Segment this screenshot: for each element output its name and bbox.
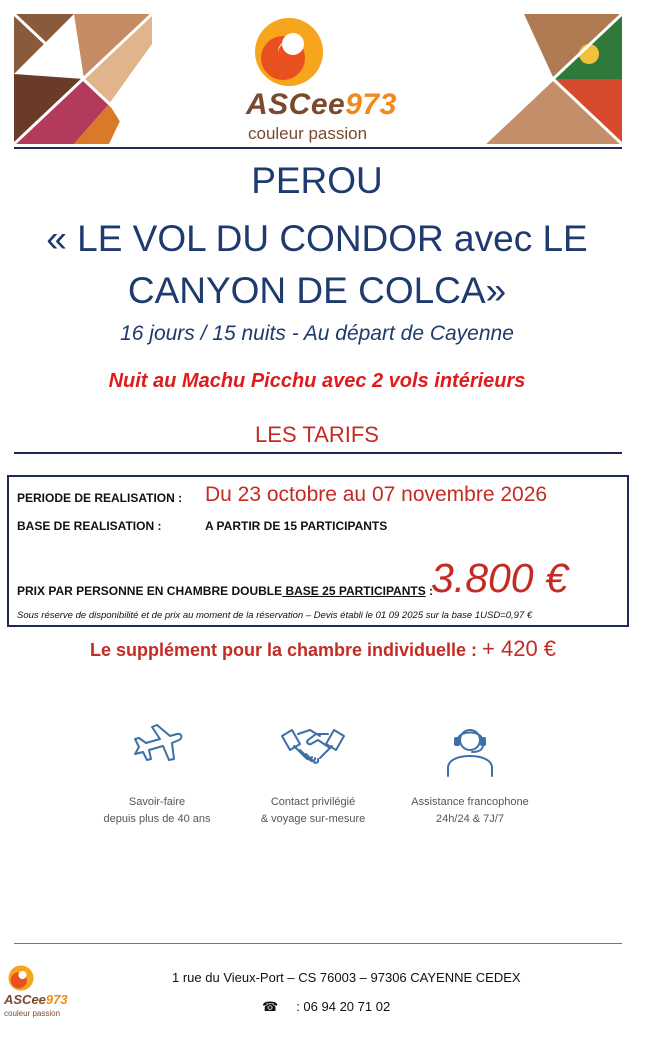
- feature-line: Contact privilégié: [270, 796, 356, 808]
- footer-divider: [14, 943, 622, 944]
- handshake-icon: [280, 722, 346, 774]
- feature-savoir-faire: [82, 722, 232, 828]
- page-title-line-1: « LE VOL DU CONDOR avec LE: [46, 218, 588, 259]
- airplane-icon: [129, 722, 185, 774]
- base-label: BASE DE REALISATION :: [17, 519, 162, 533]
- price-value: 3.800 €: [431, 555, 568, 601]
- page-title-country: PEROU: [251, 160, 383, 201]
- logo-wordmark: [246, 88, 397, 122]
- feature-line: Savoir-faire: [128, 796, 186, 808]
- price-label-room: PRIX PAR PERSONNE EN CHAMBRE DOUBLE: [17, 584, 283, 598]
- supplement-amount: + 420 €: [482, 636, 557, 661]
- feature-text: [395, 794, 545, 828]
- price-label-colon: :: [425, 584, 434, 598]
- pricing-box: [7, 475, 629, 627]
- period-value: Du 23 octobre au 07 novembre 2026: [205, 483, 548, 506]
- ascee-logo: [238, 14, 408, 146]
- feature-line: 24h/24 & 7J/7: [436, 813, 504, 825]
- feature-line: & voyage sur-mesure: [260, 813, 366, 825]
- footer-address: 1 rue du Vieux-Port – CS 76003 – 97306 CAYENNE CEDEX: [172, 970, 521, 985]
- footer-logo-wordmark: [4, 992, 68, 1007]
- header-photo-left: [14, 14, 152, 144]
- footer-logo: [4, 964, 74, 1024]
- logo-number: 973: [345, 88, 397, 121]
- headset-icon: [442, 722, 498, 778]
- footer-phone-number: : 06 94 20 71 02: [296, 999, 391, 1014]
- sun-logo-icon: [6, 964, 36, 992]
- feature-text: [238, 794, 388, 828]
- feature-assistance: [395, 722, 545, 828]
- section-heading-tarifs: LES TARIFS: [255, 422, 379, 447]
- feature-line: Assistance francophone: [411, 796, 529, 808]
- page-title-line-2: CANYON DE COLCA»: [127, 270, 507, 311]
- price-label-base: BASE 25 PARTICIPANTS: [282, 584, 426, 598]
- tarifs-divider: [14, 452, 622, 454]
- footer-logo-name: ASCee: [4, 992, 46, 1007]
- base-value: A PARTIR DE 15 PARTICIPANTS: [205, 519, 388, 533]
- footer-phone-line: [262, 999, 390, 1015]
- supplement-text: Le supplément pour la chambre individuelle :: [89, 640, 483, 660]
- logo-name-text: ASCee: [246, 88, 346, 121]
- logo-tagline: couleur passion: [248, 124, 368, 143]
- pricing-disclaimer: Sous réserve de disponibilité et de prix au moment de la réservation – Devis établi le 01 09 2025 sur la base 1USD=0,97 €: [17, 610, 533, 621]
- sun-logo-icon: [250, 14, 328, 90]
- trip-highlight: Nuit au Machu Picchu avec 2 vols intérieurs: [108, 370, 526, 392]
- footer-logo-number: 973: [45, 992, 68, 1007]
- feature-contact: [238, 722, 388, 828]
- feature-text: [82, 794, 232, 828]
- telephone-icon: ☎: [262, 999, 279, 1014]
- footer-logo-tagline: couleur passion: [4, 1009, 61, 1018]
- header-divider: [14, 147, 622, 149]
- single-room-supplement: [0, 636, 646, 662]
- header-photo-right: [484, 14, 622, 144]
- price-label: [17, 584, 433, 598]
- trip-duration: 16 jours / 15 nuits - Au départ de Cayenne: [120, 322, 514, 345]
- feature-line: depuis plus de 40 ans: [103, 813, 211, 825]
- period-label: PERIODE DE REALISATION :: [17, 491, 183, 505]
